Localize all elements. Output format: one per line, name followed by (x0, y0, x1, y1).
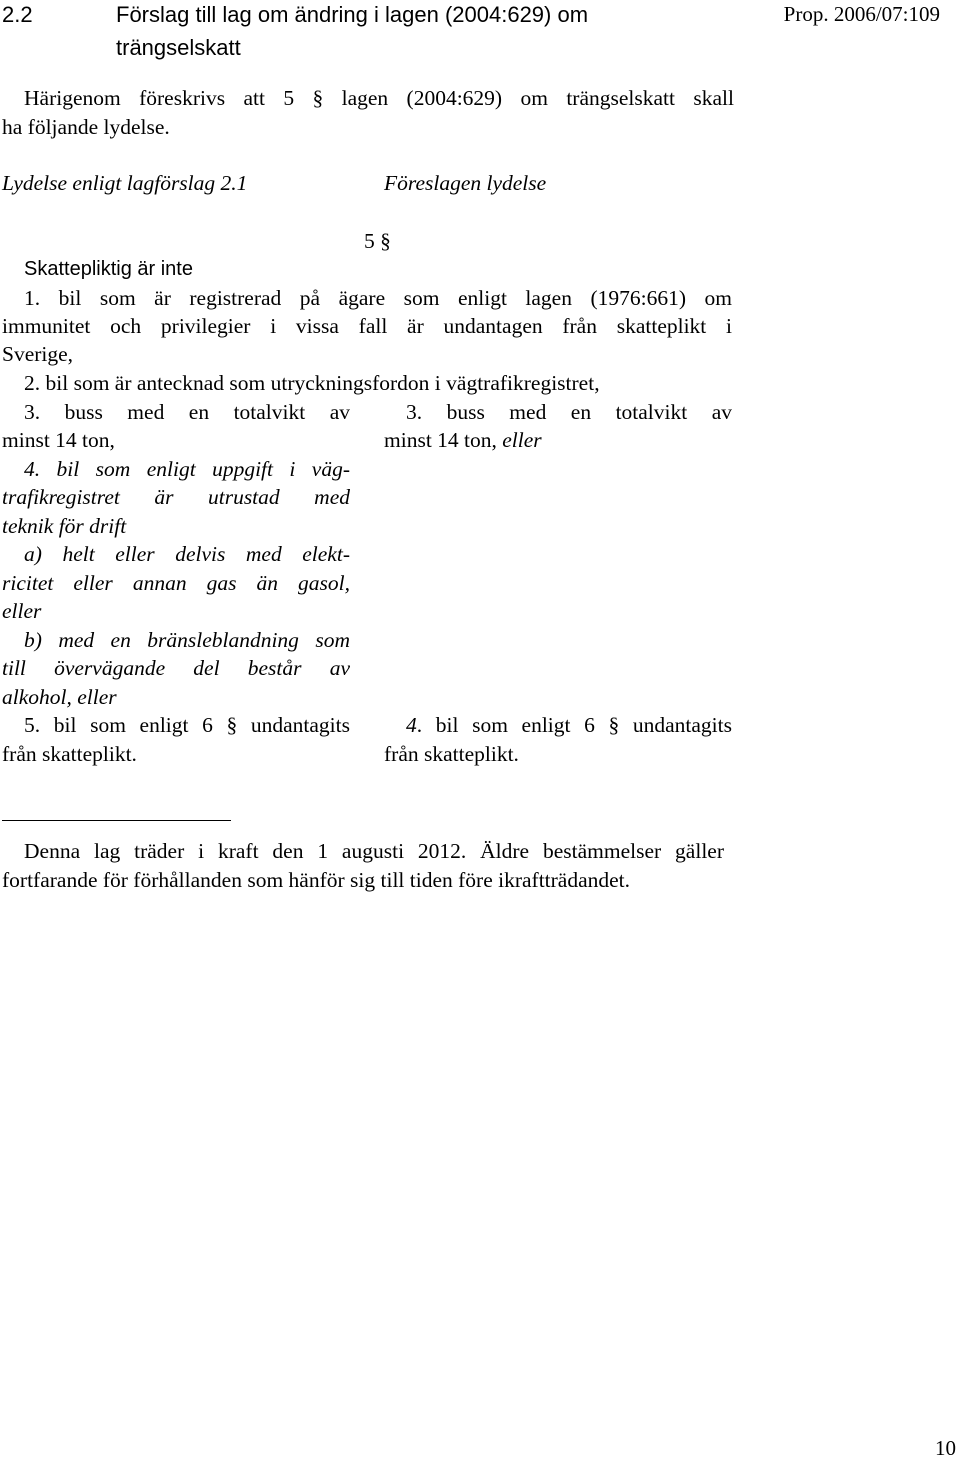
proposition-reference: Prop. 2006/07:109 (783, 2, 940, 26)
left-item3-line2: minst 14 ton, (2, 428, 115, 452)
left-item4a-line3: eller (2, 599, 42, 623)
common-item2: 2. bil som är antecknad som utryckningsfordon i vägtrafikregistret, (24, 371, 600, 395)
right-item4-line1 (406, 713, 732, 738)
left-item4a-line1: a) helt eller delvis med elekt- (24, 542, 350, 566)
section-title-line2: trängselskatt (116, 35, 241, 60)
right-item4-text: . bil som enligt 6 § undantagits (416, 713, 732, 737)
common-item1-line3: Sverige, (2, 342, 74, 366)
left-item4-line2: trafikregistret är utrustad med (2, 485, 350, 509)
right-column-heading: Föreslagen lydelse (384, 171, 547, 195)
left-item4b-line1: b) med en bränsleblandning som (24, 628, 350, 652)
left-item5-line2: från skatteplikt. (2, 742, 137, 766)
right-item3-eller: eller (502, 428, 542, 452)
right-item4-line2: från skatteplikt. (384, 742, 519, 766)
common-item1-line2: immunitet och privilegier i vissa fall är undantagen från skatteplikt i (2, 314, 732, 338)
left-column-heading: Lydelse enligt lagförslag 2.1 (2, 171, 248, 195)
section-number: 2.2 (2, 2, 33, 27)
left-item3-line1: 3. buss med en totalvikt av (24, 400, 350, 424)
left-item4b-line3: alkohol, eller (2, 685, 117, 709)
left-item4a-line2: ricitet eller annan gas än gasol, (2, 571, 350, 595)
paragraph-mark: 5 § (364, 229, 391, 253)
common-item1-line1: 1. bil som är registrerad på ägare som enligt lagen (1976:661) om (24, 286, 732, 310)
left-item5-line1: 5. bil som enligt 6 § undantagits (24, 713, 350, 737)
intro-line2: ha följande lydelse. (2, 115, 170, 139)
footnote-separator (2, 820, 231, 821)
section-title-line1: Förslag till lag om ändring i lagen (2004:629) om (116, 2, 589, 27)
intro-line1: Härigenom föreskrivs att 5 § lagen (2004:629) om trängselskatt skall (24, 86, 734, 110)
page-number: 10 (935, 1436, 956, 1460)
right-item4-number: 4 (406, 713, 417, 737)
left-item4b-line2: till övervägande del består av (2, 656, 350, 680)
common-lead: Skattepliktig är inte (24, 258, 193, 280)
footer-line2: fortfarande för förhållanden som hänför sig till tiden före ikraftträdandet. (2, 868, 631, 892)
footer-line1: Denna lag träder i kraft den 1 augusti 2012. Äldre bestämmelser gäller (24, 839, 724, 863)
right-item3-line2 (384, 428, 542, 453)
left-item4-line3: teknik för drift (2, 514, 127, 538)
left-item4-line1: 4. bil som enligt uppgift i väg- (24, 457, 350, 481)
right-item3-line1: 3. buss med en totalvikt av (406, 400, 732, 424)
right-item3-line2-text: minst 14 ton, (384, 428, 503, 452)
